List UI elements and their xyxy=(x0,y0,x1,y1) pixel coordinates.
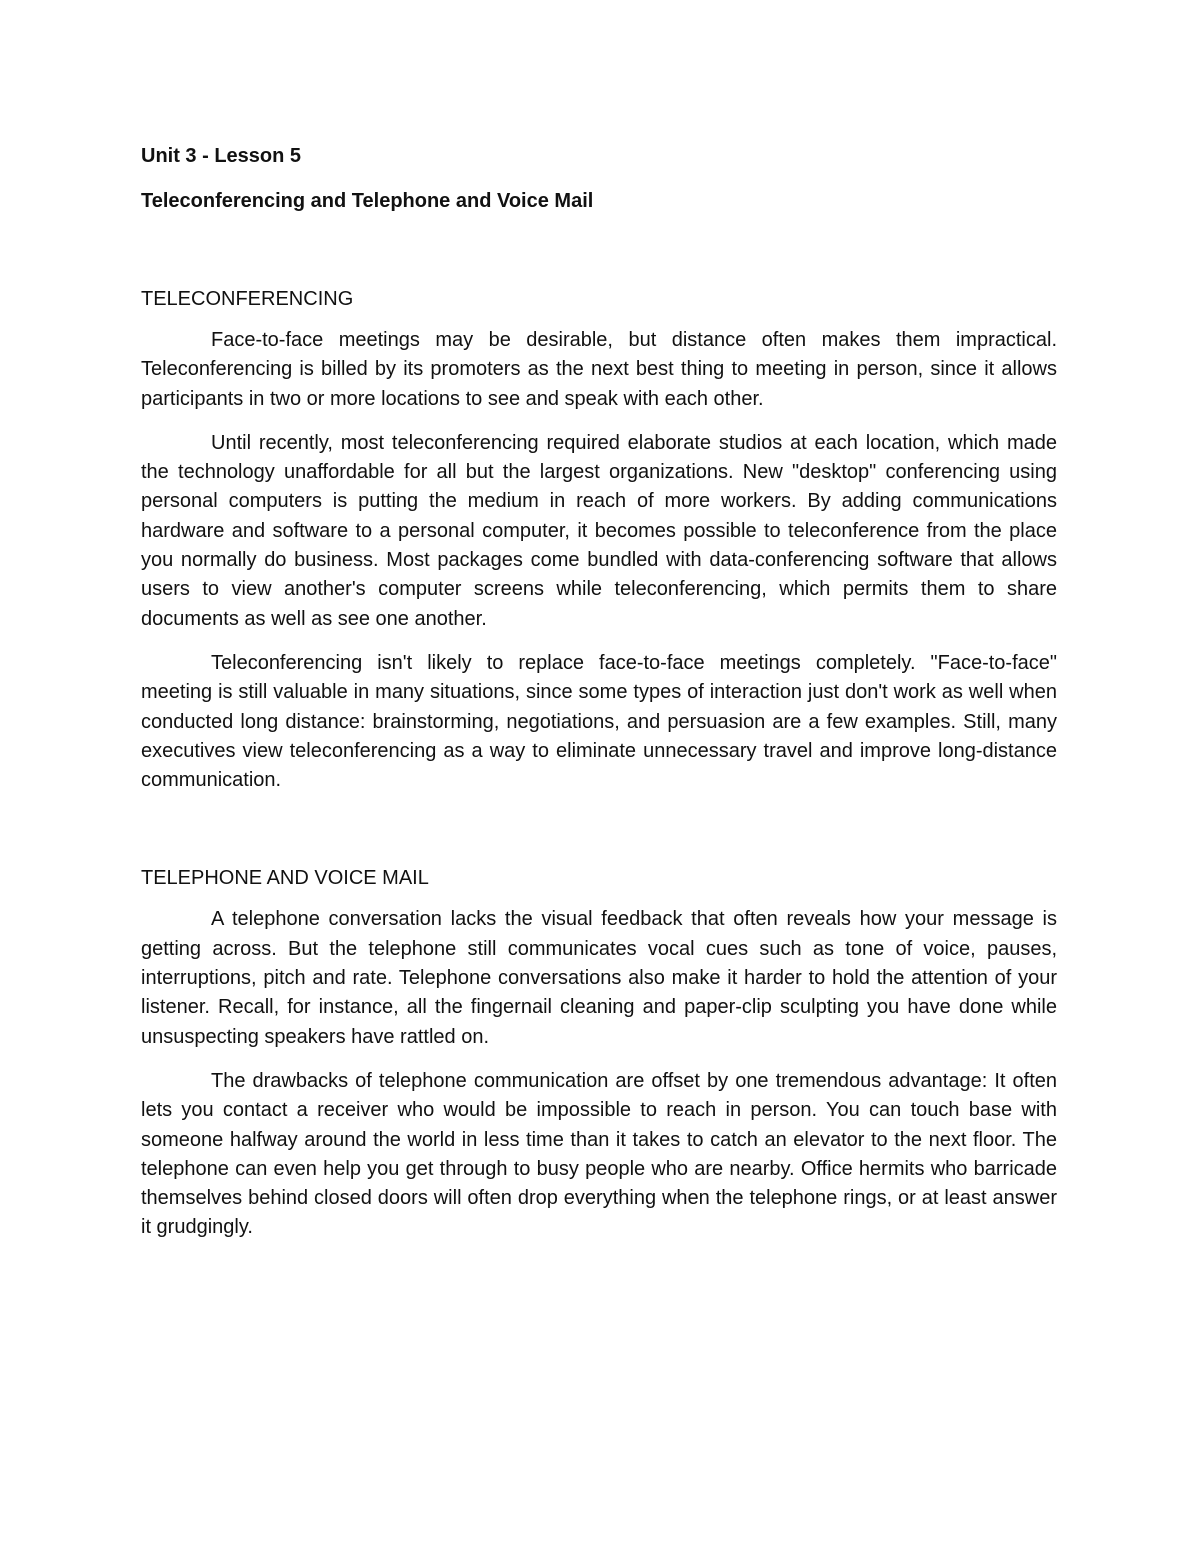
paragraph: The drawbacks of telephone communication are offset by one tremendous advantage: It often lets you contact a receiver who would be impossible to reach in person. You can touch base with someone halfway around the world in less time than it takes to catch an elevator to the next floor. The telephone can even help you get through to busy people who are nearby. Office hermits who barricade themselves behind closed doors will often drop everything when the telephone rings, or at least answer it grudgingly. xyxy=(141,1069,1057,1239)
section-heading: TELECONFERENCING xyxy=(141,288,354,310)
paragraph: A telephone conversation lacks the visual feedback that often reveals how your message is getting across. But the telephone still communicates vocal cues such as tone of voice, pauses, interruptions, pitch and rate. Telephone conversations also make it harder to hold the attention of your listener. Recall, for instance, all the fingernail cleaning and paper-clip sculpting you have done while unsuspecting speakers have rattled on. xyxy=(141,908,1057,1048)
document-page xyxy=(141,138,1057,1243)
unit-title: Unit 3 - Lesson 5 xyxy=(141,145,302,167)
paragraph: Teleconferencing isn't likely to replace face-to-face meetings completely. "Face-to-face" meeting is still valuable in many situations, since some types of interaction just don't work as well when conducted long distance: brainstorming, negotiations, and persuasion are a few examples. Still, many executives view teleconferencing as a way to eliminate unnecessary travel and improve long-distance communication. xyxy=(141,651,1057,792)
paragraph: Face-to-face meetings may be desirable, but distance often makes them impractical. Teleconferencing is billed by its promoters as the next best thing to meeting in person, since it allows participants in two or more locations to see and speak with each other. xyxy=(141,329,1057,410)
section-teleconferencing xyxy=(141,281,1057,795)
paragraph: Until recently, most teleconferencing required elaborate studios at each location, which made the technology unaffordable for all but the largest organizations. New "desktop" conferencing using personal computers is putting the medium in reach of more workers. By adding communications hardware and software to a personal computer, it becomes possible to teleconference from the place you normally do business. Most packages come bundled with data-conferencing software that allows users to view another's computer screens while teleconferencing, which permits them to share documents as well as see one another. xyxy=(141,431,1057,630)
section-telephone-voice-mail xyxy=(141,860,1057,1242)
lesson-title: Teleconferencing and Telephone and Voice Mail xyxy=(141,190,594,212)
section-heading: TELEPHONE AND VOICE MAIL xyxy=(141,867,429,890)
